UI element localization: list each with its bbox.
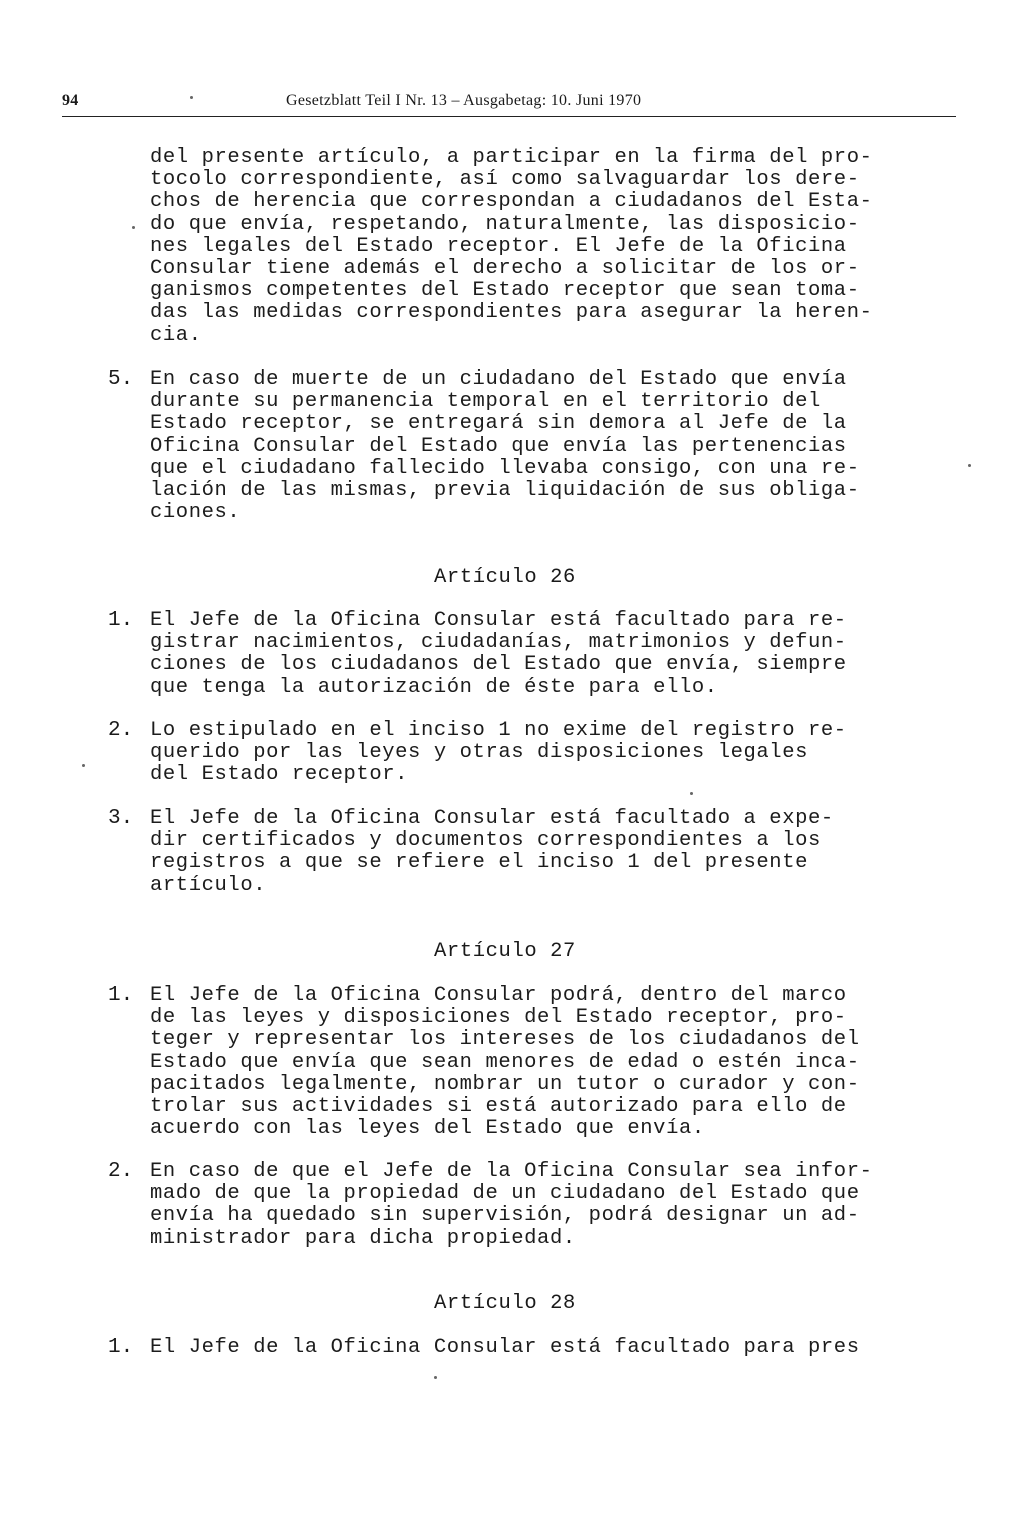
intro-paragraph bbox=[150, 147, 910, 347]
text-line: registros a que se refiere el inciso 1 del presente bbox=[150, 851, 809, 875]
paragraph-number: 2. bbox=[108, 719, 134, 742]
article-heading: Artículo 27 bbox=[434, 940, 576, 963]
text-line: Lo estipulado en el inciso 1 no exime del registro re- bbox=[150, 719, 847, 742]
text-line: dir certificados y documentos correspondientes a los bbox=[150, 829, 821, 853]
scan-speck bbox=[968, 464, 971, 467]
text-line: El Jefe de la Oficina Consular está facultado para re- bbox=[150, 609, 847, 632]
scan-speck bbox=[434, 1376, 437, 1379]
text-line: lación de las mismas, previa liquidación de sus obliga- bbox=[150, 478, 860, 502]
running-title: Gesetzblatt Teil I Nr. 13 – Ausgabetag: 10. Juni 1970 bbox=[286, 92, 642, 109]
article-26-item-1 bbox=[150, 610, 910, 699]
text-line: durante su permanencia temporal en el territorio del bbox=[150, 390, 821, 414]
text-line: del presente artículo, a participar en la firma del pro- bbox=[150, 146, 873, 169]
text-line: chos de herencia que correspondan a ciudadanos del Esta- bbox=[150, 190, 873, 214]
text-line: ciones. bbox=[150, 501, 241, 525]
article-27-item-2 bbox=[150, 1161, 910, 1250]
text-line: El Jefe de la Oficina Consular está facultado a expe- bbox=[150, 807, 834, 830]
paragraph-number: 1. bbox=[108, 609, 134, 632]
text-line: artículo. bbox=[150, 873, 267, 897]
text-line: Estado que envía que sean menores de edad o estén inca- bbox=[150, 1050, 860, 1074]
paragraph-number: 5. bbox=[108, 368, 134, 391]
scan-speck bbox=[132, 226, 135, 229]
article-26-item-2 bbox=[150, 720, 910, 787]
page-header bbox=[62, 88, 956, 117]
paragraph-number: 3. bbox=[108, 807, 134, 830]
text-line: trolar sus actividades si está autorizado para ello de bbox=[150, 1094, 847, 1118]
text-line: tocolo correspondiente, así como salvaguardar los dere- bbox=[150, 168, 860, 192]
text-line: nes legales del Estado receptor. El Jefe de la Oficina bbox=[150, 234, 847, 258]
text-line: ministrador para dicha propiedad. bbox=[150, 1226, 576, 1250]
text-line: das las medidas correspondientes para asegurar la heren- bbox=[150, 301, 873, 325]
text-line: que tenga la autorización de éste para ello. bbox=[150, 675, 718, 699]
text-line: El Jefe de la Oficina Consular está facultado para pres bbox=[150, 1336, 860, 1359]
text-line: gistrar nacimientos, ciudadanías, matrimonios y defun- bbox=[150, 631, 847, 655]
scan-speck bbox=[190, 96, 193, 99]
article-heading: Artículo 26 bbox=[434, 566, 576, 589]
text-line: ganismos competentes del Estado receptor que sean toma- bbox=[150, 279, 860, 303]
text-line: acuerdo con las leyes del Estado que envía. bbox=[150, 1117, 705, 1141]
text-line: ciones de los ciudadanos del Estado que envía, siempre bbox=[150, 653, 847, 677]
text-line: do que envía, respetando, naturalmente, las disposicio- bbox=[150, 212, 860, 236]
article-27-item-1 bbox=[150, 985, 910, 1140]
paragraph-number: 2. bbox=[108, 1160, 134, 1183]
article-heading: Artículo 28 bbox=[434, 1292, 576, 1315]
text-line: Estado receptor, se entregará sin demora al Jefe de la bbox=[150, 412, 847, 436]
text-line: Consular tiene además el derecho a solicitar de los or- bbox=[150, 256, 860, 280]
text-line: cia. bbox=[150, 323, 202, 347]
text-line: querido por las leyes y otras disposiciones legales bbox=[150, 741, 809, 765]
paragraph-5 bbox=[150, 369, 910, 524]
article-26-item-3 bbox=[150, 808, 910, 897]
text-line: En caso de que el Jefe de la Oficina Consular sea infor- bbox=[150, 1160, 873, 1183]
text-line: mado de que la propiedad de un ciudadano del Estado que bbox=[150, 1182, 860, 1206]
page-number: 94 bbox=[62, 92, 79, 109]
text-line: El Jefe de la Oficina Consular podrá, dentro del marco bbox=[150, 984, 847, 1007]
scan-speck bbox=[690, 792, 693, 795]
article-28-item-1 bbox=[150, 1337, 910, 1359]
text-line: pacitados legalmente, nombrar un tutor o curador y con- bbox=[150, 1072, 860, 1096]
text-line: que el ciudadano fallecido llevaba consigo, con una re- bbox=[150, 456, 860, 480]
text-line: envía ha quedado sin supervisión, podrá designar un ad- bbox=[150, 1204, 860, 1228]
text-line: teger y representar los intereses de los ciudadanos del bbox=[150, 1028, 860, 1052]
text-line: Oficina Consular del Estado que envía las pertenencias bbox=[150, 434, 847, 458]
text-line: de las leyes y disposiciones del Estado receptor, pro- bbox=[150, 1006, 847, 1030]
paragraph-number: 1. bbox=[108, 984, 134, 1007]
text-line: del Estado receptor. bbox=[150, 763, 409, 787]
scan-speck bbox=[82, 764, 85, 767]
paragraph-number: 1. bbox=[108, 1336, 134, 1359]
text-line: En caso de muerte de un ciudadano del Estado que envía bbox=[150, 368, 847, 391]
